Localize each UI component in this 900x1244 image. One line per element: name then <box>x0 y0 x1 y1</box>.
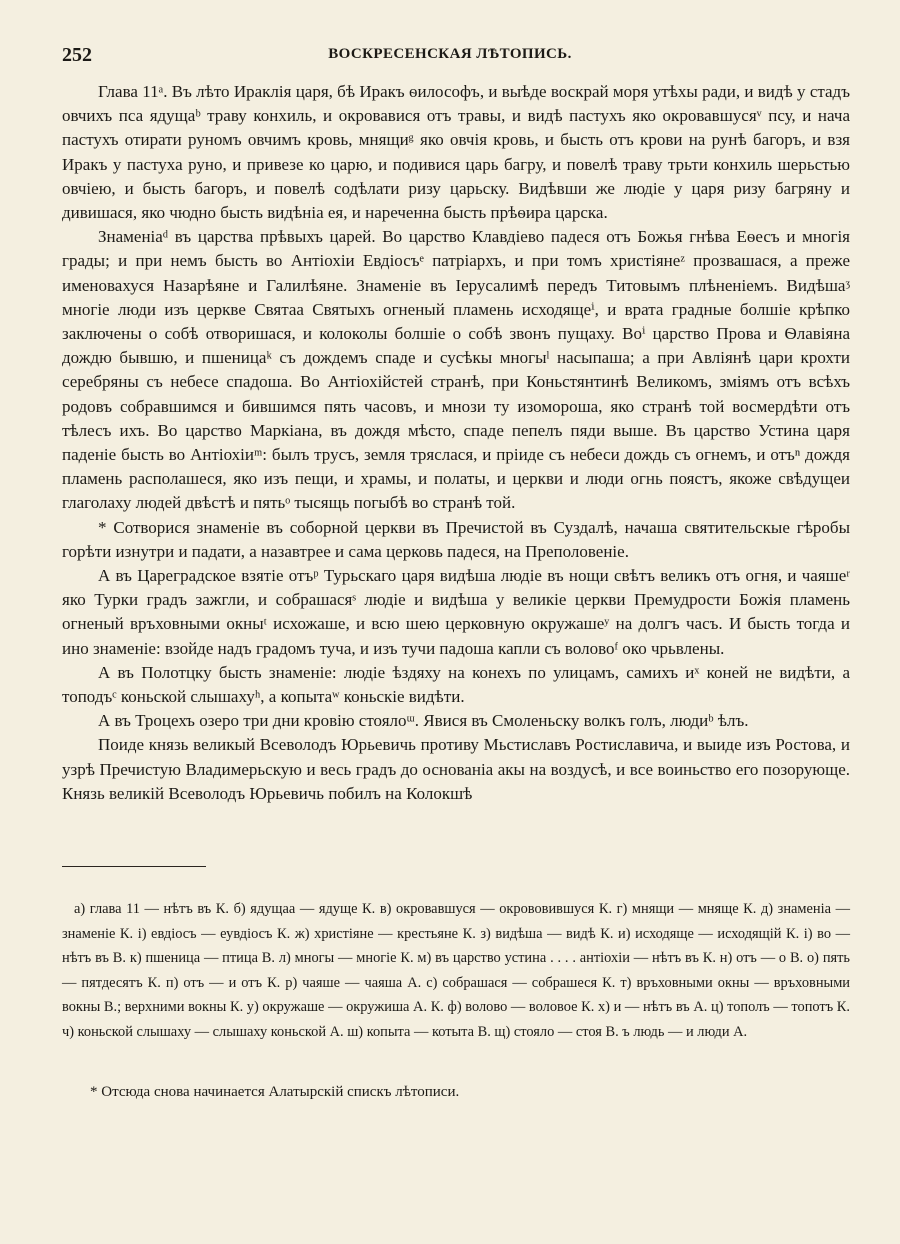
paragraph-vsevolod: Поиде князь великый Всеволодъ Юрьевичь противу Мьстиславъ Ростиславича, и выиде изъ Ростова, и узрѣ Пречистую Владимерьскую и весь градъ до основаніа акы на воздусѣ, и все воиньство его позорующе. Князь великій Всеволодъ Юрьевичь побилъ на Колокшѣ <box>62 735 850 803</box>
page-header <box>62 44 838 68</box>
footnote-divider <box>62 866 206 867</box>
variant-readings: а) глава 11 — нѣтъ въ К. б) ядущаа — ядуще К. в) окровавшуся — окрововившуся К. г) мнящи — мняще К. д) знаменіа — знаменіе К. і) евдіосъ — еувдіосъ К. ж) христіяне — крестьяне К. з) видѣша — видѣ К. и) исходяще — исходящій К. і) во — нѣтъ въ В. к) пшеница — птица В. л) многы — многіе К. м) въ царство устина . . . . антіохіи — нѣтъ въ К. н) отъ — о В. о) пять — пятдесятъ К. п) отъ — и отъ К. р) чаяше — чаяша А. с) собрашася — собрашеся К. т) връховными окны — връховными вокны В.; верхними вокны К. у) окружаше — окружиша А. К. ф) волово — воловое К. х) и — нѣтъ въ А. ц) тополъ — топотъ К. ч) коньской слышаху — слышаху коньской А. ш) копыта — котыта В. щ) стояло — стоя В. ъ людь — и люди А. <box>62 901 850 1040</box>
paragraph-suzdal: * Сотворися знаменіе въ соборной церкви въ Пречистой въ Суздалѣ, начаша святительскые гѣробы горѣти изнутри и падати, а назавтрее и сама церковь падеся, на Преполовеніе. <box>62 517 850 561</box>
star-footnote-text: * Отсюда снова начинается Алатырскій спискъ лѣтописи. <box>90 1084 460 1100</box>
paragraph-tsargrad: А въ Цареградское взятіе отъᵖ Турьскаго царя видѣша людіе въ нощи свѣтъ великъ отъ огня, и чаяшеʳ яко Турки градъ зажгли, и собрашасяˢ людіе и видѣша у великіе церкви Премудрости Божія пламень огненый връховными окныᵗ исхожаше, и всю шею церковную окружашеʸ на долгъ часъ. И бысть тогда и ино знаменіе: взойде надъ градомъ туча, и изъ тучи падоша капли съ воловоᶠ око чрьвлены. <box>62 566 850 658</box>
running-title: ВОСКРЕСЕНСКАЯ ЛѢТОПИСЬ. <box>328 46 572 62</box>
star-footnote <box>62 1080 850 1104</box>
paragraph-signs: Знаменіаᵈ въ царства прѣвыхъ царей. Во царство Клавдіево падеся отъ Божья гнѣва Еѳесъ и многія грады; и при немъ бысть во Антіохіи Евдіосъᵉ патріархъ, и при томъ христіянеᶻ прозвашася, а преже именовахуся Назарѣяне и Галилѣяне. Знаменіе въ Іерусалимѣ передъ Титовымъ плѣненіемъ. Видѣшаᶾ многіе люди изъ церкве Святаа Святыхъ огненый пламень исходящеⁱ, и врата градные болшіе крѣпко заключены о собѣ отворишася, и колоколы болшіе о собѣ звонъ пущаху. Воⁱ царство Прова и Ѳлавіяна дождю бывшю, и пшеницаᵏ съ дождемъ спаде и сусѣкы многыˡ насыпаша; а при Авліянѣ цари крохти серебряны съ небесе спадоша. Во Антіохійстей странѣ, при Коньстянтинѣ Великомъ, зміямъ отъ всѣхъ родовъ собравшимся и бившимся пять часовъ, и мнози ту изомороша, яко странѣ той восмердѣти отъ тѣлесъ ихъ. Во царство Маркіана, въ дождя мѣсто, спаде пепелъ пяди выше. Въ царство Устина царя паденіе бысть во Антіохіиᵐ: былъ трусъ, земля тряслася, и пріиде съ небеси дождь съ огнемъ, и отъⁿ дождя пламень располашеся, яко изъ пещи, и храмы, и полаты, и церкви и люди огнь поястъ, якоже свѣдущеи глаголаху людей двѣстѣ и пятьᵒ тысящь погыбѣ во странѣ той. <box>62 227 850 513</box>
paragraph-polotsk: А въ Полотцку бысть знаменіе: людіе ѣздяху на конехъ по улицамъ, самихъ иˣ коней не видѣти, а топодъᶜ коньской слышахуʰ, а копытаʷ коньскіе видѣти. <box>62 662 850 707</box>
paragraph-chapter-11: Глава 11ᵃ. Въ лѣто Ираклія царя, бѣ Иракъ ѳилософъ, и выѣде воскрай моря утѣхы ради, и видѣ у стадъ овчихъ пса ядущаᵇ траву конхиль, и окровавися отъ травы, и видѣ пастухъ яко окровавшусяᵛ псу, и нача пастухъ отирати руномъ овчимъ кровь, мнящиᵍ яко овчія кровь, и бысть отъ крови на рунѣ багоръ, и взя Иракъ у пастуха руно, и привезе ко царю, и подивися царь багру, и повелѣ траву трьти конхиль шерьстью овчіею, и бысть багоръ, и повелѣ содѣлати ризу царьску. Видѣвши же людіе у царя ризу багряну и дивишася, яко чюдно бысть видѣніа ея, и нареченна бысть прѣѳира царска. <box>62 82 850 223</box>
paragraph-troki: А въ Троцехъ озеро три дни кровію стоялоᵚ. Явися въ Смоленьску волкъ голъ, людиᵇ ѣлъ. <box>98 711 749 731</box>
main-text <box>62 80 850 806</box>
page-number: 252 <box>62 44 92 66</box>
footnotes <box>62 897 850 1045</box>
